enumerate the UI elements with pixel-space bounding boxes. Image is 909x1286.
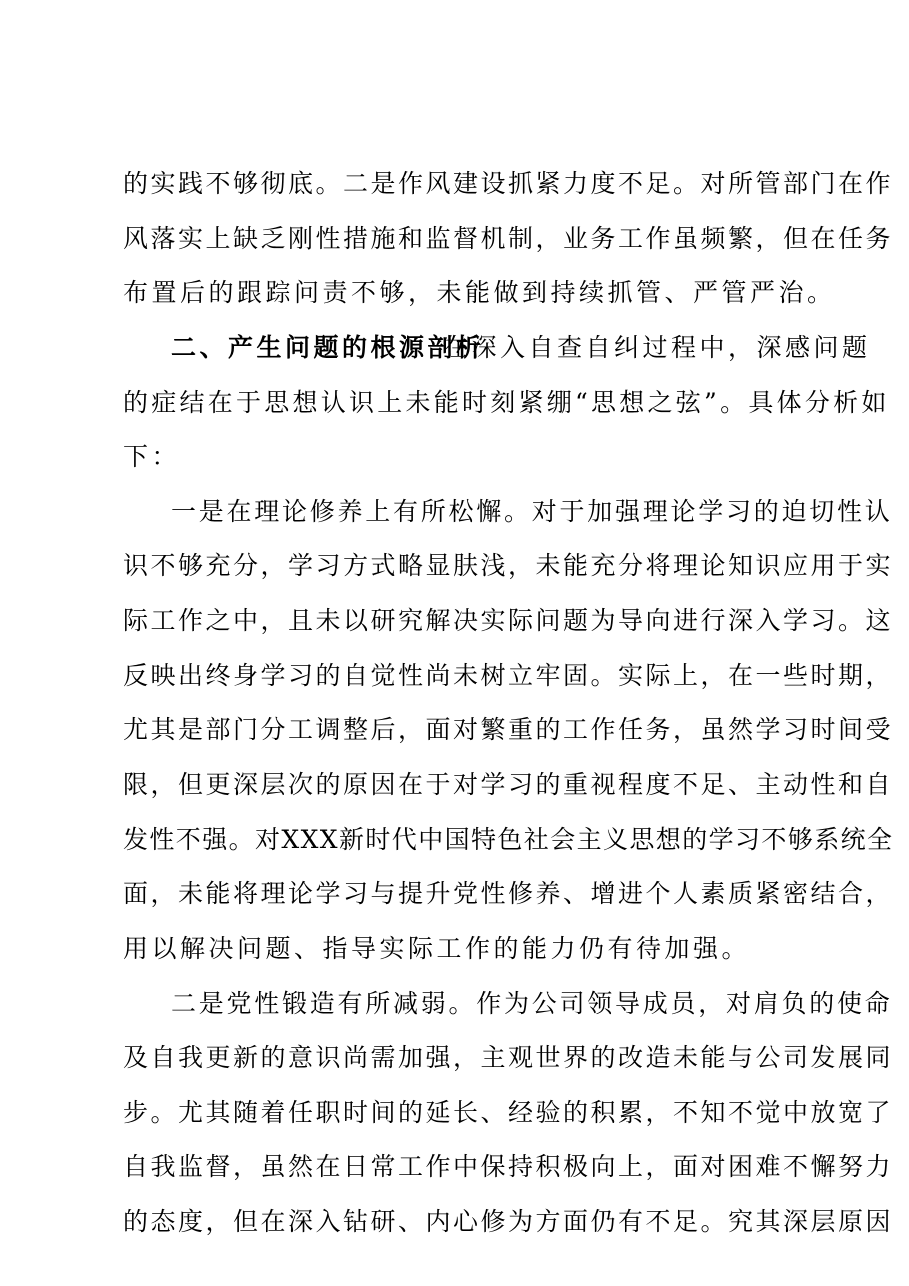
text-line: 在深入自查自纠过程中，深感问题 (443, 333, 871, 362)
text-line: 二是党性锻造有所减弱。作为公司领导成员，对肩负的使命 (171, 989, 893, 1018)
text-line: 发性不强。对XXX新时代中国特色社会主义思想的学习不够系统全 (123, 825, 894, 854)
text-line: 尤其是部门分工调整后，面对繁重的工作任务，虽然学习时间受 (123, 715, 894, 744)
text-line: 际工作之中，且未以研究解决实际问题为导向进行深入学习。这 (123, 606, 894, 635)
text-line: 及自我更新的意识尚需加强，主观世界的改造未能与公司发展同 (123, 1043, 894, 1072)
text-line: 反映出终身学习的自觉性尚未树立牢固。实际上，在一些时期， (123, 661, 894, 690)
text-line: 的症结在于思想认识上未能时刻紧绷“思想之弦”。具体分析如 (123, 388, 890, 417)
text-line: 自我监督，虽然在日常工作中保持积极向上，面对困难不懈努力 (123, 1152, 894, 1181)
text-line: 用以解决问题、指导实际工作的能力仍有待加强。 (123, 934, 751, 963)
text-line: 布置后的跟踪问责不够，未能做到持续抓管、严管严治。 (123, 278, 836, 307)
text-line: 的态度，但在深入钻研、内心修为方面仍有不足。究其深层原因 (123, 1207, 894, 1236)
text-line: 步。尤其随着任职时间的延长、经验的积累，不知不觉中放宽了 (123, 1098, 894, 1127)
text-line: 风落实上缺乏刚性措施和监督机制，业务工作虽频繁，但在任务 (123, 224, 894, 253)
text-line: 一是在理论修养上有所松懈。对于加强理论学习的迫切性认 (171, 497, 893, 526)
text-line: 的实践不够彻底。二是作风建设抓紧力度不足。对所管部门在作 (123, 169, 894, 198)
section-heading: 二、产生问题的根源剖析 (171, 333, 485, 362)
text-line: 下： (123, 442, 181, 471)
text-line: 识不够充分，学习方式略显肤浅，未能充分将理论知识应用于实 (123, 551, 894, 580)
text-line: 限，但更深层次的原因在于对学习的重视程度不足、主动性和自 (123, 770, 894, 799)
text-line: 面，未能将理论学习与提升党性修养、增进个人素质紧密结合， (123, 879, 894, 908)
